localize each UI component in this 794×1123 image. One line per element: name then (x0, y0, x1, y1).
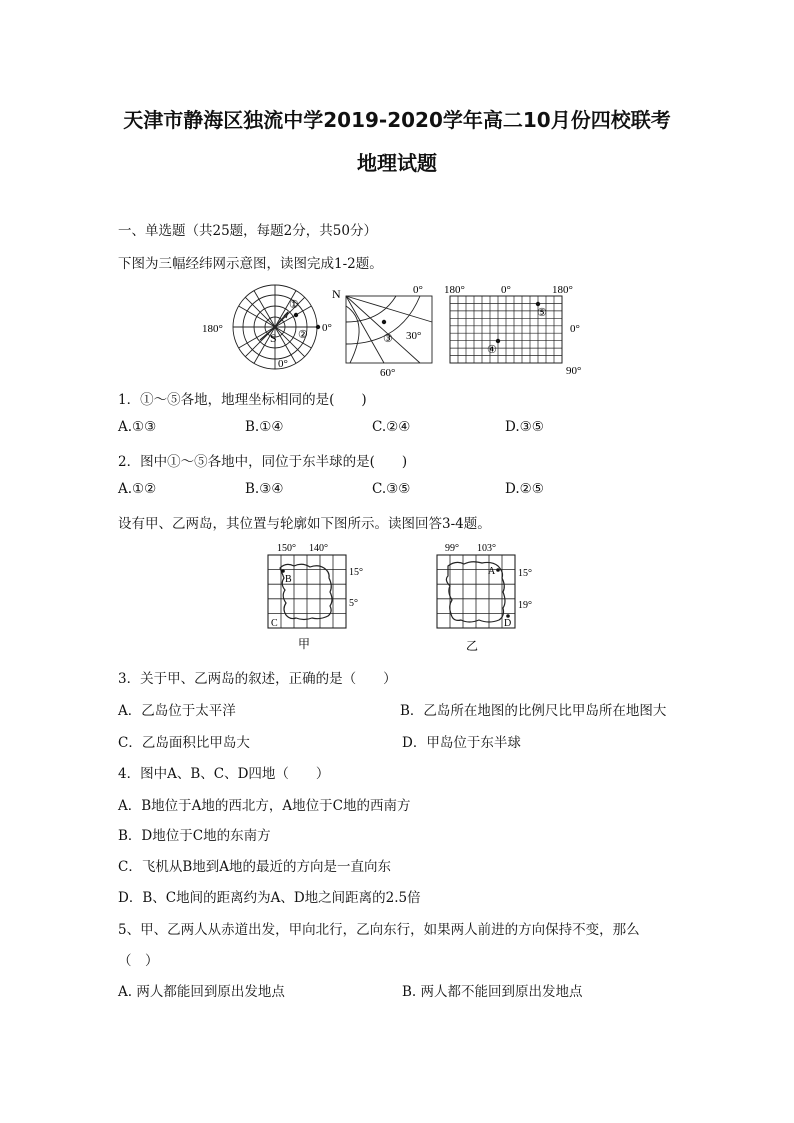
grid-top-label-1: 180° (444, 284, 465, 296)
jia-lon-1: 150° (277, 543, 296, 554)
jia-lat-2: 5° (349, 598, 358, 609)
yi-point-d: D (504, 618, 512, 629)
q1-option-c[interactable]: C.②④ (372, 419, 411, 435)
yi-lon-1: 99° (445, 543, 459, 554)
polar-label-bottom: 0° (278, 358, 288, 370)
q5-option-b[interactable]: B. 两人都不能回到原出发地点 (402, 984, 583, 1000)
q3-option-b[interactable]: B．乙岛所在地图的比例尺比甲岛所在地图大 (400, 703, 667, 719)
question-2-stem: 2．图中①～⑤各地中，同位于东半球的是( ) (118, 454, 408, 470)
q1-option-a[interactable]: A.①③ (118, 419, 157, 435)
polar-mark-1: ① (289, 299, 299, 311)
grid-mark-4: ④ (487, 344, 497, 356)
question-4-stem: 4．图中A、B、C、D四地（ ） (118, 766, 330, 782)
yi-caption: 乙 (466, 639, 479, 653)
question-3-stem: 3．关于甲、乙两岛的叙述，正确的是（ ） (118, 671, 397, 687)
square-mark-3: ③ (383, 333, 393, 345)
jia-caption: 甲 (298, 637, 311, 651)
yi-lon-2: 103° (477, 543, 496, 554)
q4-option-d[interactable]: D．B、C地间的距离约为A、D地之间距离的2.5倍 (118, 890, 421, 906)
q2-option-d[interactable]: D.②⑤ (505, 481, 544, 497)
square-label-top: 0° (413, 284, 423, 296)
q1-option-b[interactable]: B.①④ (245, 419, 284, 435)
graticule-figure (200, 282, 600, 378)
jia-point-b: B (285, 574, 292, 585)
question-1-stem: 1．①～⑤各地，地理坐标相同的是( ) (118, 392, 367, 408)
question-5-paren: （ ） (118, 953, 159, 969)
island-jia-grid (268, 555, 346, 628)
exam-title: 天津市静海区独流中学2019-2020学年高二10月份四校联考 (123, 108, 671, 132)
q4-option-c[interactable]: C．飞机从B地到A地的最近的方向是一直向东 (118, 859, 391, 875)
grid-right-label-2: 90° (566, 365, 582, 377)
exam-subtitle: 地理试题 (357, 151, 437, 175)
polar-pole-label: S (270, 331, 277, 345)
jia-lat-1: 15° (349, 567, 363, 578)
q3-option-d[interactable]: D．甲岛位于东半球 (402, 735, 521, 751)
jia-point-c: C (271, 618, 278, 629)
section-heading: 一、单选题（共25题，每题2分，共50分） (118, 223, 377, 239)
intro-q3-4: 设有甲、乙两岛，其位置与轮廓如下图所示。读图回答3-4题。 (118, 516, 491, 532)
q4-option-b[interactable]: B．D地位于C地的东南方 (118, 828, 271, 844)
q2-option-b[interactable]: B.③④ (245, 481, 284, 497)
jia-lon-2: 140° (309, 543, 328, 554)
intro-q1-2: 下图为三幅经纬网示意图，读图完成1-2题。 (118, 256, 383, 272)
square-label-right: 30° (406, 330, 422, 342)
islands-figure (262, 540, 552, 658)
q3-option-c[interactable]: C．乙岛面积比甲岛大 (118, 735, 250, 751)
q5-option-a[interactable]: A. 两人都能回到原出发地点 (118, 984, 285, 1000)
grid-top-label-3: 180° (552, 284, 573, 296)
q3-option-a[interactable]: A．乙岛位于太平洋 (118, 703, 236, 719)
polar-label-left: 180° (202, 323, 223, 335)
square-label-bottom: 60° (380, 367, 396, 378)
polar-graticule (233, 285, 317, 369)
square-corner-label: N (332, 287, 341, 301)
q2-option-a[interactable]: A.①② (118, 481, 157, 497)
grid-mark-5: ⑤ (537, 307, 547, 319)
q2-option-c[interactable]: C.③⑤ (372, 481, 411, 497)
polar-mark-2: ② (298, 329, 308, 341)
question-5-stem: 5、甲、乙两人从赤道出发，甲向北行，乙向东行，如果两人前进的方向保持不变，那么 (118, 922, 640, 938)
yi-lat-2: 19° (518, 600, 532, 611)
yi-lat-1: 15° (518, 568, 532, 579)
q4-option-a[interactable]: A．B地位于A地的西北方，A地位于C地的西南方 (118, 798, 411, 814)
grid-top-label-2: 0° (501, 284, 511, 296)
q1-option-d[interactable]: D.③⑤ (505, 419, 544, 435)
yi-point-a: A (488, 566, 496, 577)
polar-label-right: 0° (322, 322, 332, 334)
grid-right-label-1: 0° (570, 323, 580, 335)
